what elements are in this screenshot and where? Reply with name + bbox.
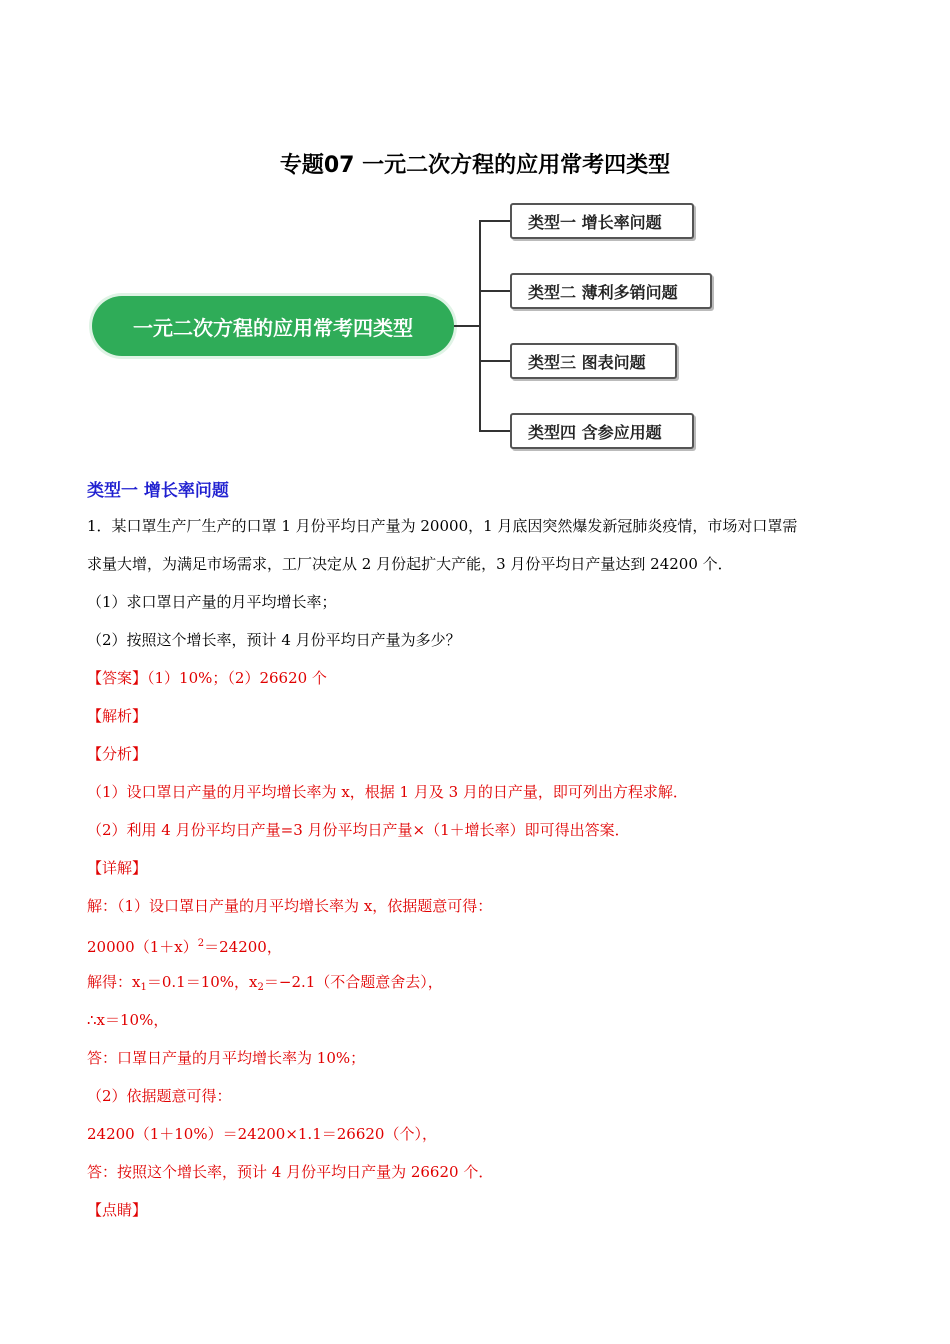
- mindmap-connector: [479, 430, 510, 432]
- equation-part: ＝24200，: [204, 938, 282, 956]
- mindmap-branch-1: 类型一 增长率问题: [510, 203, 694, 239]
- exponent: 2: [197, 938, 205, 949]
- answer-label: 【答案】: [87, 669, 148, 687]
- question-2: （2）按照这个增长率，预计 4 月份平均日产量为多少？: [87, 631, 461, 649]
- solution-line: 24200（1＋10%）＝24200×1.1＝26620（个），: [87, 1125, 437, 1143]
- subscript: 2: [257, 982, 264, 993]
- roots-part: 解得：x: [87, 973, 141, 991]
- mindmap-branch-2: 类型二 薄利多销问题: [510, 273, 712, 309]
- answer-text: （1）10%；（2）26620 个: [147, 669, 327, 687]
- question-1: （1）求口罩日产量的月平均增长率；: [87, 593, 337, 611]
- solution-line: （2）依据题意可得：: [87, 1087, 232, 1105]
- mindmap-branch-3: 类型三 图表问题: [510, 343, 677, 379]
- problem-text: 1．某口罩生产厂生产的口罩 1 月份平均日产量为 20000，1 月底因突然爆发新冠肺炎疫情，市场对口罩需: [87, 517, 798, 535]
- mindmap-connector: [479, 220, 510, 222]
- solution-line: 解：（1）设口罩日产量的月平均增长率为 x，依据题意可得：: [87, 897, 493, 915]
- mindmap-trunk: [479, 220, 481, 431]
- solution-line: ∴x＝10%，: [87, 1011, 169, 1029]
- dianjing-label: 【点睛】: [87, 1201, 148, 1219]
- mindmap-connector: [454, 325, 480, 327]
- solution-roots: [87, 972, 443, 998]
- analysis-2: （2）利用 4 月份平均日产量=3 月份平均日产量×（1＋增长率）即可得出答案．: [87, 821, 630, 839]
- roots-part: ＝0.1＝10%，x: [146, 973, 258, 991]
- solution-line: 答：按照这个增长率，预计 4 月份平均日产量为 26620 个．: [87, 1163, 494, 1181]
- subscript: 1: [140, 982, 147, 993]
- jiexi-label: 【解析】: [87, 707, 148, 725]
- mindmap-connector: [479, 360, 510, 362]
- equation-part: 20000（1＋x）: [87, 938, 198, 956]
- answer: [87, 668, 327, 688]
- solution-line: 答：口罩日产量的月平均增长率为 10%；: [87, 1049, 366, 1067]
- mindmap-root: 一元二次方程的应用常考四类型: [92, 296, 454, 356]
- section-heading: 类型一 增长率问题: [87, 481, 229, 501]
- mindmap-connector: [479, 290, 510, 292]
- xiangjie-label: 【详解】: [87, 859, 148, 877]
- page-title: 专题07 一元二次方程的应用常考四类型: [279, 153, 671, 178]
- solution-equation: [87, 934, 282, 957]
- mindmap-branch-4: 类型四 含参应用题: [510, 413, 694, 449]
- roots-part: ＝−2.1（不合题意舍去），: [263, 973, 443, 991]
- fenxi-label: 【分析】: [87, 745, 148, 763]
- problem-text: 求量大增，为满足市场需求，工厂决定从 2 月份起扩大产能，3 月份平均日产量达到 24200 个．: [87, 555, 733, 573]
- analysis-1: （1）设口罩日产量的月平均增长率为 x，根据 1 月及 3 月的日产量，即可列出方程求解．: [87, 783, 688, 801]
